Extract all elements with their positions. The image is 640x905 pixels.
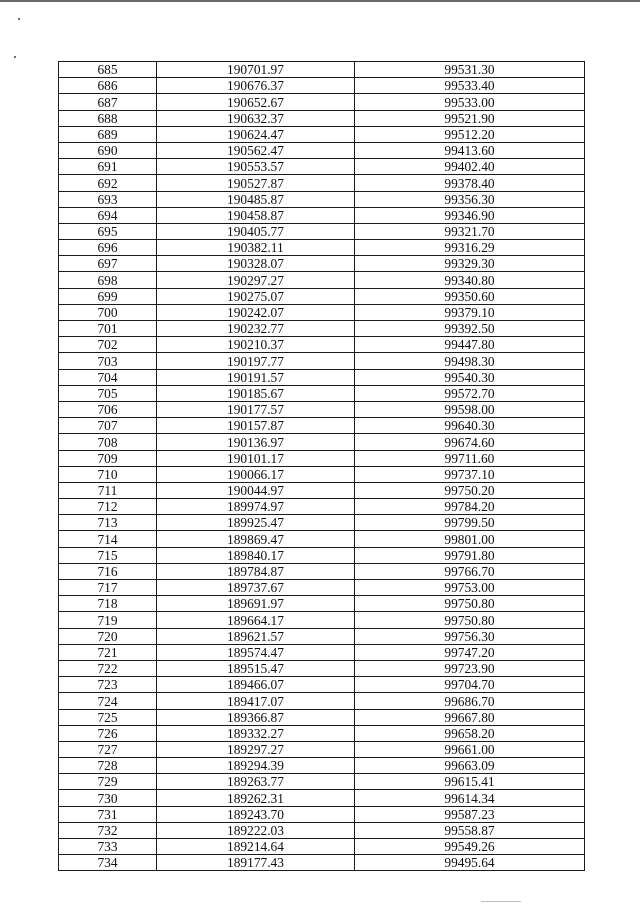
point-number-cell: 727 — [59, 741, 157, 757]
y-coordinate-cell: 99801.00 — [355, 531, 585, 547]
table-row — [59, 693, 585, 709]
coordinates-table — [58, 61, 585, 871]
point-number-cell: 715 — [59, 547, 157, 563]
y-coordinate-cell: 99686.70 — [355, 693, 585, 709]
x-coordinate-cell: 189263.77 — [157, 774, 355, 790]
y-coordinate-cell: 99447.80 — [355, 337, 585, 353]
y-coordinate-cell: 99640.30 — [355, 418, 585, 434]
x-coordinate-cell: 190458.87 — [157, 207, 355, 223]
point-number-cell: 705 — [59, 385, 157, 401]
x-coordinate-cell: 190157.87 — [157, 418, 355, 434]
y-coordinate-cell: 99753.00 — [355, 580, 585, 596]
y-coordinate-cell: 99615.41 — [355, 774, 585, 790]
point-number-cell: 728 — [59, 758, 157, 774]
y-coordinate-cell: 99766.70 — [355, 563, 585, 579]
table-row — [59, 709, 585, 725]
x-coordinate-cell: 189925.47 — [157, 515, 355, 531]
x-coordinate-cell: 190191.57 — [157, 369, 355, 385]
x-coordinate-cell: 190275.07 — [157, 288, 355, 304]
table-row — [59, 547, 585, 563]
x-coordinate-cell: 190701.97 — [157, 62, 355, 78]
table-row — [59, 531, 585, 547]
y-coordinate-cell: 99340.80 — [355, 272, 585, 288]
x-coordinate-cell: 189737.67 — [157, 580, 355, 596]
y-coordinate-cell: 99704.70 — [355, 677, 585, 693]
point-number-cell: 725 — [59, 709, 157, 725]
table-row — [59, 758, 585, 774]
x-coordinate-cell: 190624.47 — [157, 126, 355, 142]
x-coordinate-cell: 189417.07 — [157, 693, 355, 709]
point-number-cell: 724 — [59, 693, 157, 709]
y-coordinate-cell: 99533.40 — [355, 78, 585, 94]
x-coordinate-cell: 189177.43 — [157, 855, 355, 871]
y-coordinate-cell: 99495.64 — [355, 855, 585, 871]
x-coordinate-cell: 190177.57 — [157, 401, 355, 417]
y-coordinate-cell: 99346.90 — [355, 207, 585, 223]
x-coordinate-cell: 189366.87 — [157, 709, 355, 725]
point-number-cell: 709 — [59, 450, 157, 466]
coordinates-table-body — [59, 62, 585, 871]
y-coordinate-cell: 99379.10 — [355, 304, 585, 320]
point-number-cell: 702 — [59, 337, 157, 353]
x-coordinate-cell: 189332.27 — [157, 725, 355, 741]
x-coordinate-cell: 190136.97 — [157, 434, 355, 450]
table-row — [59, 563, 585, 579]
table-row — [59, 304, 585, 320]
x-coordinate-cell: 189840.17 — [157, 547, 355, 563]
table-row — [59, 401, 585, 417]
table-row — [59, 126, 585, 142]
y-coordinate-cell: 99558.87 — [355, 822, 585, 838]
point-number-cell: 734 — [59, 855, 157, 871]
y-coordinate-cell: 99392.50 — [355, 321, 585, 337]
y-coordinate-cell: 99587.23 — [355, 806, 585, 822]
x-coordinate-cell: 190197.77 — [157, 353, 355, 369]
table-row — [59, 159, 585, 175]
table-row — [59, 110, 585, 126]
y-coordinate-cell: 99614.34 — [355, 790, 585, 806]
y-coordinate-cell: 99316.29 — [355, 240, 585, 256]
table-row — [59, 482, 585, 498]
table-row — [59, 725, 585, 741]
y-coordinate-cell: 99549.26 — [355, 839, 585, 855]
y-coordinate-cell: 99711.60 — [355, 450, 585, 466]
point-number-cell: 700 — [59, 304, 157, 320]
point-number-cell: 731 — [59, 806, 157, 822]
scan-edge-line — [0, 0, 640, 2]
x-coordinate-cell: 190405.77 — [157, 223, 355, 239]
y-coordinate-cell: 99378.40 — [355, 175, 585, 191]
point-number-cell: 685 — [59, 62, 157, 78]
point-number-cell: 689 — [59, 126, 157, 142]
scan-speck — [481, 901, 521, 902]
table-row — [59, 677, 585, 693]
table-row — [59, 822, 585, 838]
table-row — [59, 94, 585, 110]
point-number-cell: 719 — [59, 612, 157, 628]
x-coordinate-cell: 189574.47 — [157, 644, 355, 660]
x-coordinate-cell: 189691.97 — [157, 596, 355, 612]
point-number-cell: 707 — [59, 418, 157, 434]
x-coordinate-cell: 189214.64 — [157, 839, 355, 855]
y-coordinate-cell: 99533.00 — [355, 94, 585, 110]
y-coordinate-cell: 99756.30 — [355, 628, 585, 644]
x-coordinate-cell: 189664.17 — [157, 612, 355, 628]
y-coordinate-cell: 99799.50 — [355, 515, 585, 531]
x-coordinate-cell: 190652.67 — [157, 94, 355, 110]
table-row — [59, 321, 585, 337]
table-row — [59, 434, 585, 450]
point-number-cell: 696 — [59, 240, 157, 256]
x-coordinate-cell: 189222.03 — [157, 822, 355, 838]
table-row — [59, 256, 585, 272]
point-number-cell: 716 — [59, 563, 157, 579]
y-coordinate-cell: 99674.60 — [355, 434, 585, 450]
y-coordinate-cell: 99750.80 — [355, 596, 585, 612]
y-coordinate-cell: 99661.00 — [355, 741, 585, 757]
y-coordinate-cell: 99667.80 — [355, 709, 585, 725]
point-number-cell: 699 — [59, 288, 157, 304]
table-row — [59, 790, 585, 806]
table-row — [59, 660, 585, 676]
table-row — [59, 596, 585, 612]
table-row — [59, 385, 585, 401]
y-coordinate-cell: 99512.20 — [355, 126, 585, 142]
point-number-cell: 698 — [59, 272, 157, 288]
x-coordinate-cell: 190382.11 — [157, 240, 355, 256]
point-number-cell: 694 — [59, 207, 157, 223]
table-row — [59, 78, 585, 94]
table-row — [59, 515, 585, 531]
point-number-cell: 730 — [59, 790, 157, 806]
y-coordinate-cell: 99350.60 — [355, 288, 585, 304]
point-number-cell: 697 — [59, 256, 157, 272]
point-number-cell: 686 — [59, 78, 157, 94]
point-number-cell: 701 — [59, 321, 157, 337]
x-coordinate-cell: 190044.97 — [157, 482, 355, 498]
point-number-cell: 703 — [59, 353, 157, 369]
table-row — [59, 580, 585, 596]
y-coordinate-cell: 99531.30 — [355, 62, 585, 78]
table-row — [59, 774, 585, 790]
point-number-cell: 718 — [59, 596, 157, 612]
x-coordinate-cell: 189297.27 — [157, 741, 355, 757]
point-number-cell: 687 — [59, 94, 157, 110]
x-coordinate-cell: 190485.87 — [157, 191, 355, 207]
point-number-cell: 720 — [59, 628, 157, 644]
table-row — [59, 223, 585, 239]
table-row — [59, 62, 585, 78]
x-coordinate-cell: 190676.37 — [157, 78, 355, 94]
x-coordinate-cell: 190210.37 — [157, 337, 355, 353]
point-number-cell: 713 — [59, 515, 157, 531]
y-coordinate-cell: 99737.10 — [355, 466, 585, 482]
x-coordinate-cell: 190632.37 — [157, 110, 355, 126]
y-coordinate-cell: 99750.80 — [355, 612, 585, 628]
table-row — [59, 855, 585, 871]
y-coordinate-cell: 99784.20 — [355, 499, 585, 515]
table-row — [59, 644, 585, 660]
point-number-cell: 726 — [59, 725, 157, 741]
table-row — [59, 499, 585, 515]
x-coordinate-cell: 190232.77 — [157, 321, 355, 337]
y-coordinate-cell: 99498.30 — [355, 353, 585, 369]
scan-speck — [18, 18, 20, 20]
scan-speck — [14, 56, 16, 58]
x-coordinate-cell: 190297.27 — [157, 272, 355, 288]
x-coordinate-cell: 189243.70 — [157, 806, 355, 822]
x-coordinate-cell: 190101.17 — [157, 450, 355, 466]
table-row — [59, 450, 585, 466]
point-number-cell: 717 — [59, 580, 157, 596]
point-number-cell: 690 — [59, 142, 157, 158]
x-coordinate-cell: 189869.47 — [157, 531, 355, 547]
point-number-cell: 704 — [59, 369, 157, 385]
table-row — [59, 839, 585, 855]
table-row — [59, 466, 585, 482]
y-coordinate-cell: 99723.90 — [355, 660, 585, 676]
y-coordinate-cell: 99747.20 — [355, 644, 585, 660]
y-coordinate-cell: 99791.80 — [355, 547, 585, 563]
x-coordinate-cell: 189784.87 — [157, 563, 355, 579]
y-coordinate-cell: 99356.30 — [355, 191, 585, 207]
point-number-cell: 721 — [59, 644, 157, 660]
y-coordinate-cell: 99658.20 — [355, 725, 585, 741]
table-row — [59, 191, 585, 207]
point-number-cell: 712 — [59, 499, 157, 515]
y-coordinate-cell: 99663.09 — [355, 758, 585, 774]
table-row — [59, 418, 585, 434]
x-coordinate-cell: 189466.07 — [157, 677, 355, 693]
x-coordinate-cell: 189974.97 — [157, 499, 355, 515]
table-row — [59, 272, 585, 288]
y-coordinate-cell: 99572.70 — [355, 385, 585, 401]
point-number-cell: 691 — [59, 159, 157, 175]
table-row — [59, 288, 585, 304]
x-coordinate-cell: 189515.47 — [157, 660, 355, 676]
table-row — [59, 806, 585, 822]
x-coordinate-cell: 190066.17 — [157, 466, 355, 482]
point-number-cell: 708 — [59, 434, 157, 450]
point-number-cell: 722 — [59, 660, 157, 676]
point-number-cell: 688 — [59, 110, 157, 126]
table-row — [59, 612, 585, 628]
y-coordinate-cell: 99598.00 — [355, 401, 585, 417]
x-coordinate-cell: 190527.87 — [157, 175, 355, 191]
table-row — [59, 240, 585, 256]
point-number-cell: 714 — [59, 531, 157, 547]
table-row — [59, 175, 585, 191]
point-number-cell: 729 — [59, 774, 157, 790]
point-number-cell: 710 — [59, 466, 157, 482]
x-coordinate-cell: 189621.57 — [157, 628, 355, 644]
point-number-cell: 692 — [59, 175, 157, 191]
y-coordinate-cell: 99521.90 — [355, 110, 585, 126]
y-coordinate-cell: 99329.30 — [355, 256, 585, 272]
table-row — [59, 628, 585, 644]
table-row — [59, 337, 585, 353]
table-row — [59, 369, 585, 385]
x-coordinate-cell: 190562.47 — [157, 142, 355, 158]
table-row — [59, 207, 585, 223]
point-number-cell: 711 — [59, 482, 157, 498]
point-number-cell: 706 — [59, 401, 157, 417]
x-coordinate-cell: 190185.67 — [157, 385, 355, 401]
x-coordinate-cell: 190553.57 — [157, 159, 355, 175]
point-number-cell: 732 — [59, 822, 157, 838]
table-row — [59, 142, 585, 158]
point-number-cell: 733 — [59, 839, 157, 855]
y-coordinate-cell: 99540.30 — [355, 369, 585, 385]
x-coordinate-cell: 190242.07 — [157, 304, 355, 320]
x-coordinate-cell: 189262.31 — [157, 790, 355, 806]
y-coordinate-cell: 99402.40 — [355, 159, 585, 175]
table-row — [59, 741, 585, 757]
y-coordinate-cell: 99321.70 — [355, 223, 585, 239]
table-row — [59, 353, 585, 369]
y-coordinate-cell: 99413.60 — [355, 142, 585, 158]
point-number-cell: 723 — [59, 677, 157, 693]
point-number-cell: 693 — [59, 191, 157, 207]
x-coordinate-cell: 189294.39 — [157, 758, 355, 774]
y-coordinate-cell: 99750.20 — [355, 482, 585, 498]
x-coordinate-cell: 190328.07 — [157, 256, 355, 272]
point-number-cell: 695 — [59, 223, 157, 239]
